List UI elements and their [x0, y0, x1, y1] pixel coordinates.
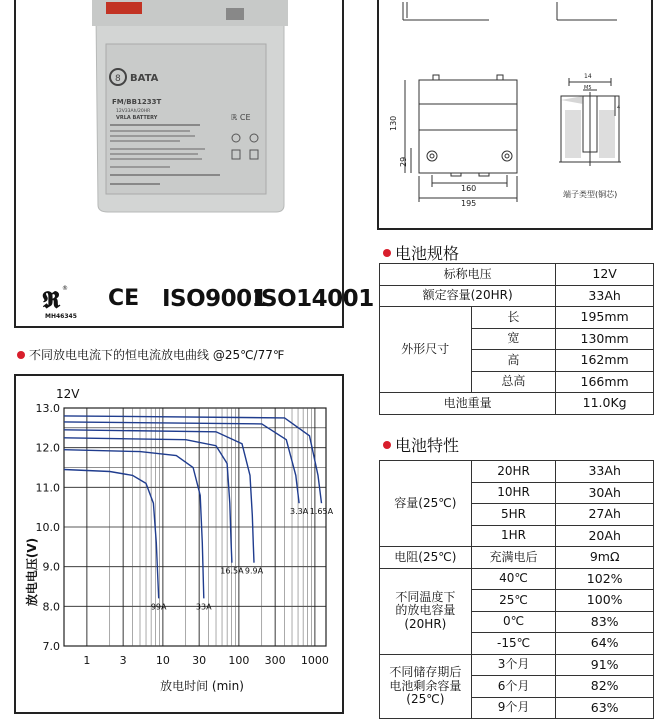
svg-text:130: 130	[389, 115, 398, 131]
chart-y-tick-label: 12.0	[35, 441, 60, 455]
dimension-drawing-panel	[377, 0, 653, 230]
chart-heading: 不同放电电流下的恒电流放电曲线 @25℃/77℉	[17, 346, 284, 363]
ul-code: MH46345	[45, 313, 77, 320]
iso9001-mark: ISO9001	[162, 286, 268, 312]
chart-x-tick-label: 10	[155, 654, 170, 667]
spec-heading: 电池规格	[383, 241, 459, 264]
chart-x-tick-label: 30	[192, 654, 207, 667]
chart-x-tick-label: 1000	[300, 654, 329, 667]
svg-text:12V33Ah/20HR: 12V33Ah/20HR	[116, 109, 151, 114]
chart-x-tick-label: 300	[264, 654, 286, 667]
bullet-dot-icon	[383, 441, 391, 449]
chart-top-label: 12V	[56, 387, 80, 401]
discharge-curve-33A	[64, 450, 204, 599]
discharge-curve-chart	[16, 376, 342, 712]
discharge-curve-1.65A	[64, 416, 322, 503]
svg-text:M5: M5	[584, 85, 592, 91]
svg-text:29: 29	[399, 156, 408, 167]
chart-y-tick-label: 13.0	[35, 402, 60, 415]
chart-y-tick-label: 9.0	[42, 560, 60, 574]
svg-text:FM/BB1233T: FM/BB1233T	[112, 98, 162, 106]
ul-logo: 𝕽	[42, 286, 61, 314]
curve-label-99A: 99A	[150, 602, 167, 612]
svg-text:195: 195	[461, 199, 477, 208]
characteristics-heading: 电池特性	[383, 433, 459, 456]
svg-text:端子类型(铜芯): 端子类型(铜芯)	[563, 190, 618, 199]
chart-y-tick-label: 8.0	[42, 600, 60, 614]
chart-x-tick-label: 100	[228, 654, 250, 667]
temp-capacity-label: 不同温度下 的放电容量 (20HR)	[380, 568, 472, 654]
iso14001-mark: ISO14001	[253, 286, 374, 312]
svg-text:BATA: BATA	[130, 73, 159, 84]
curve-label-1.65A: 1.65A	[309, 507, 334, 517]
svg-text:160: 160	[461, 184, 477, 193]
bullet-dot-icon	[383, 249, 391, 257]
svg-text:VRLA BATTERY: VRLA BATTERY	[116, 115, 158, 121]
chart-y-tick-label: 10.0	[35, 521, 60, 534]
chart-x-axis-label: 放电时间 (min)	[160, 679, 244, 693]
curve-label-33A: 33A	[195, 602, 212, 612]
chart-x-tick-label: 1	[83, 654, 91, 667]
svg-text:8: 8	[115, 74, 121, 84]
svg-text:4: 4	[617, 105, 621, 111]
discharge-chart-panel	[14, 374, 344, 714]
storage-capacity-label: 不同储存期后 电池剩余容量 (25℃)	[380, 654, 472, 719]
chart-x-tick-label: 3	[119, 654, 127, 667]
characteristics-table: 容量(25℃) 20HR 33Ah 10HR 30Ah 5HR 27Ah 1HR 20Ah 电阻(25℃) 充满电后 9mΩ 不同温度下 的放电容量 (20HR) 40℃ 102% 25℃ 100% 0℃ 83% -15℃ 64% 不同储存期后 电池剩余容量 (25℃) 3个月 91% 6个月 82% 9个月 63%	[379, 460, 654, 719]
discharge-curve-16.5A	[64, 438, 232, 563]
bullet-dot-icon	[17, 351, 25, 359]
svg-text:14: 14	[584, 73, 592, 80]
discharge-curve-99A	[64, 470, 159, 599]
chart-y-tick-label: 11.0	[35, 481, 60, 495]
product-photo-panel: 8 BATA FM/BB1233T 12V33Ah/20HR VRLA BATTERY ℝ CE 𝕽 ® MH46345 CE ISO9001 ISO14001	[14, 0, 344, 328]
battery-image	[86, 0, 296, 214]
curve-label-9.9A: 9.9A	[244, 566, 264, 576]
svg-text:ℝ CE: ℝ CE	[231, 113, 251, 122]
ce-mark: CE	[108, 286, 140, 311]
spec-table: 标称电压 12V 额定容量(20HR) 33Ah 外形尺寸 长 195mm 宽 130mm 高 162mm 总高 166mm 电池重量 11.0Kg	[379, 263, 654, 415]
dimension-drawing	[379, 0, 651, 228]
chart-y-axis-label: 放电电压(V)	[25, 537, 39, 607]
discharge-curve-3.3A	[64, 422, 299, 503]
chart-y-tick-label: 7.0	[42, 640, 60, 653]
curve-label-3.3A: 3.3A	[290, 507, 309, 517]
curve-label-16.5A: 16.5A	[220, 566, 244, 576]
